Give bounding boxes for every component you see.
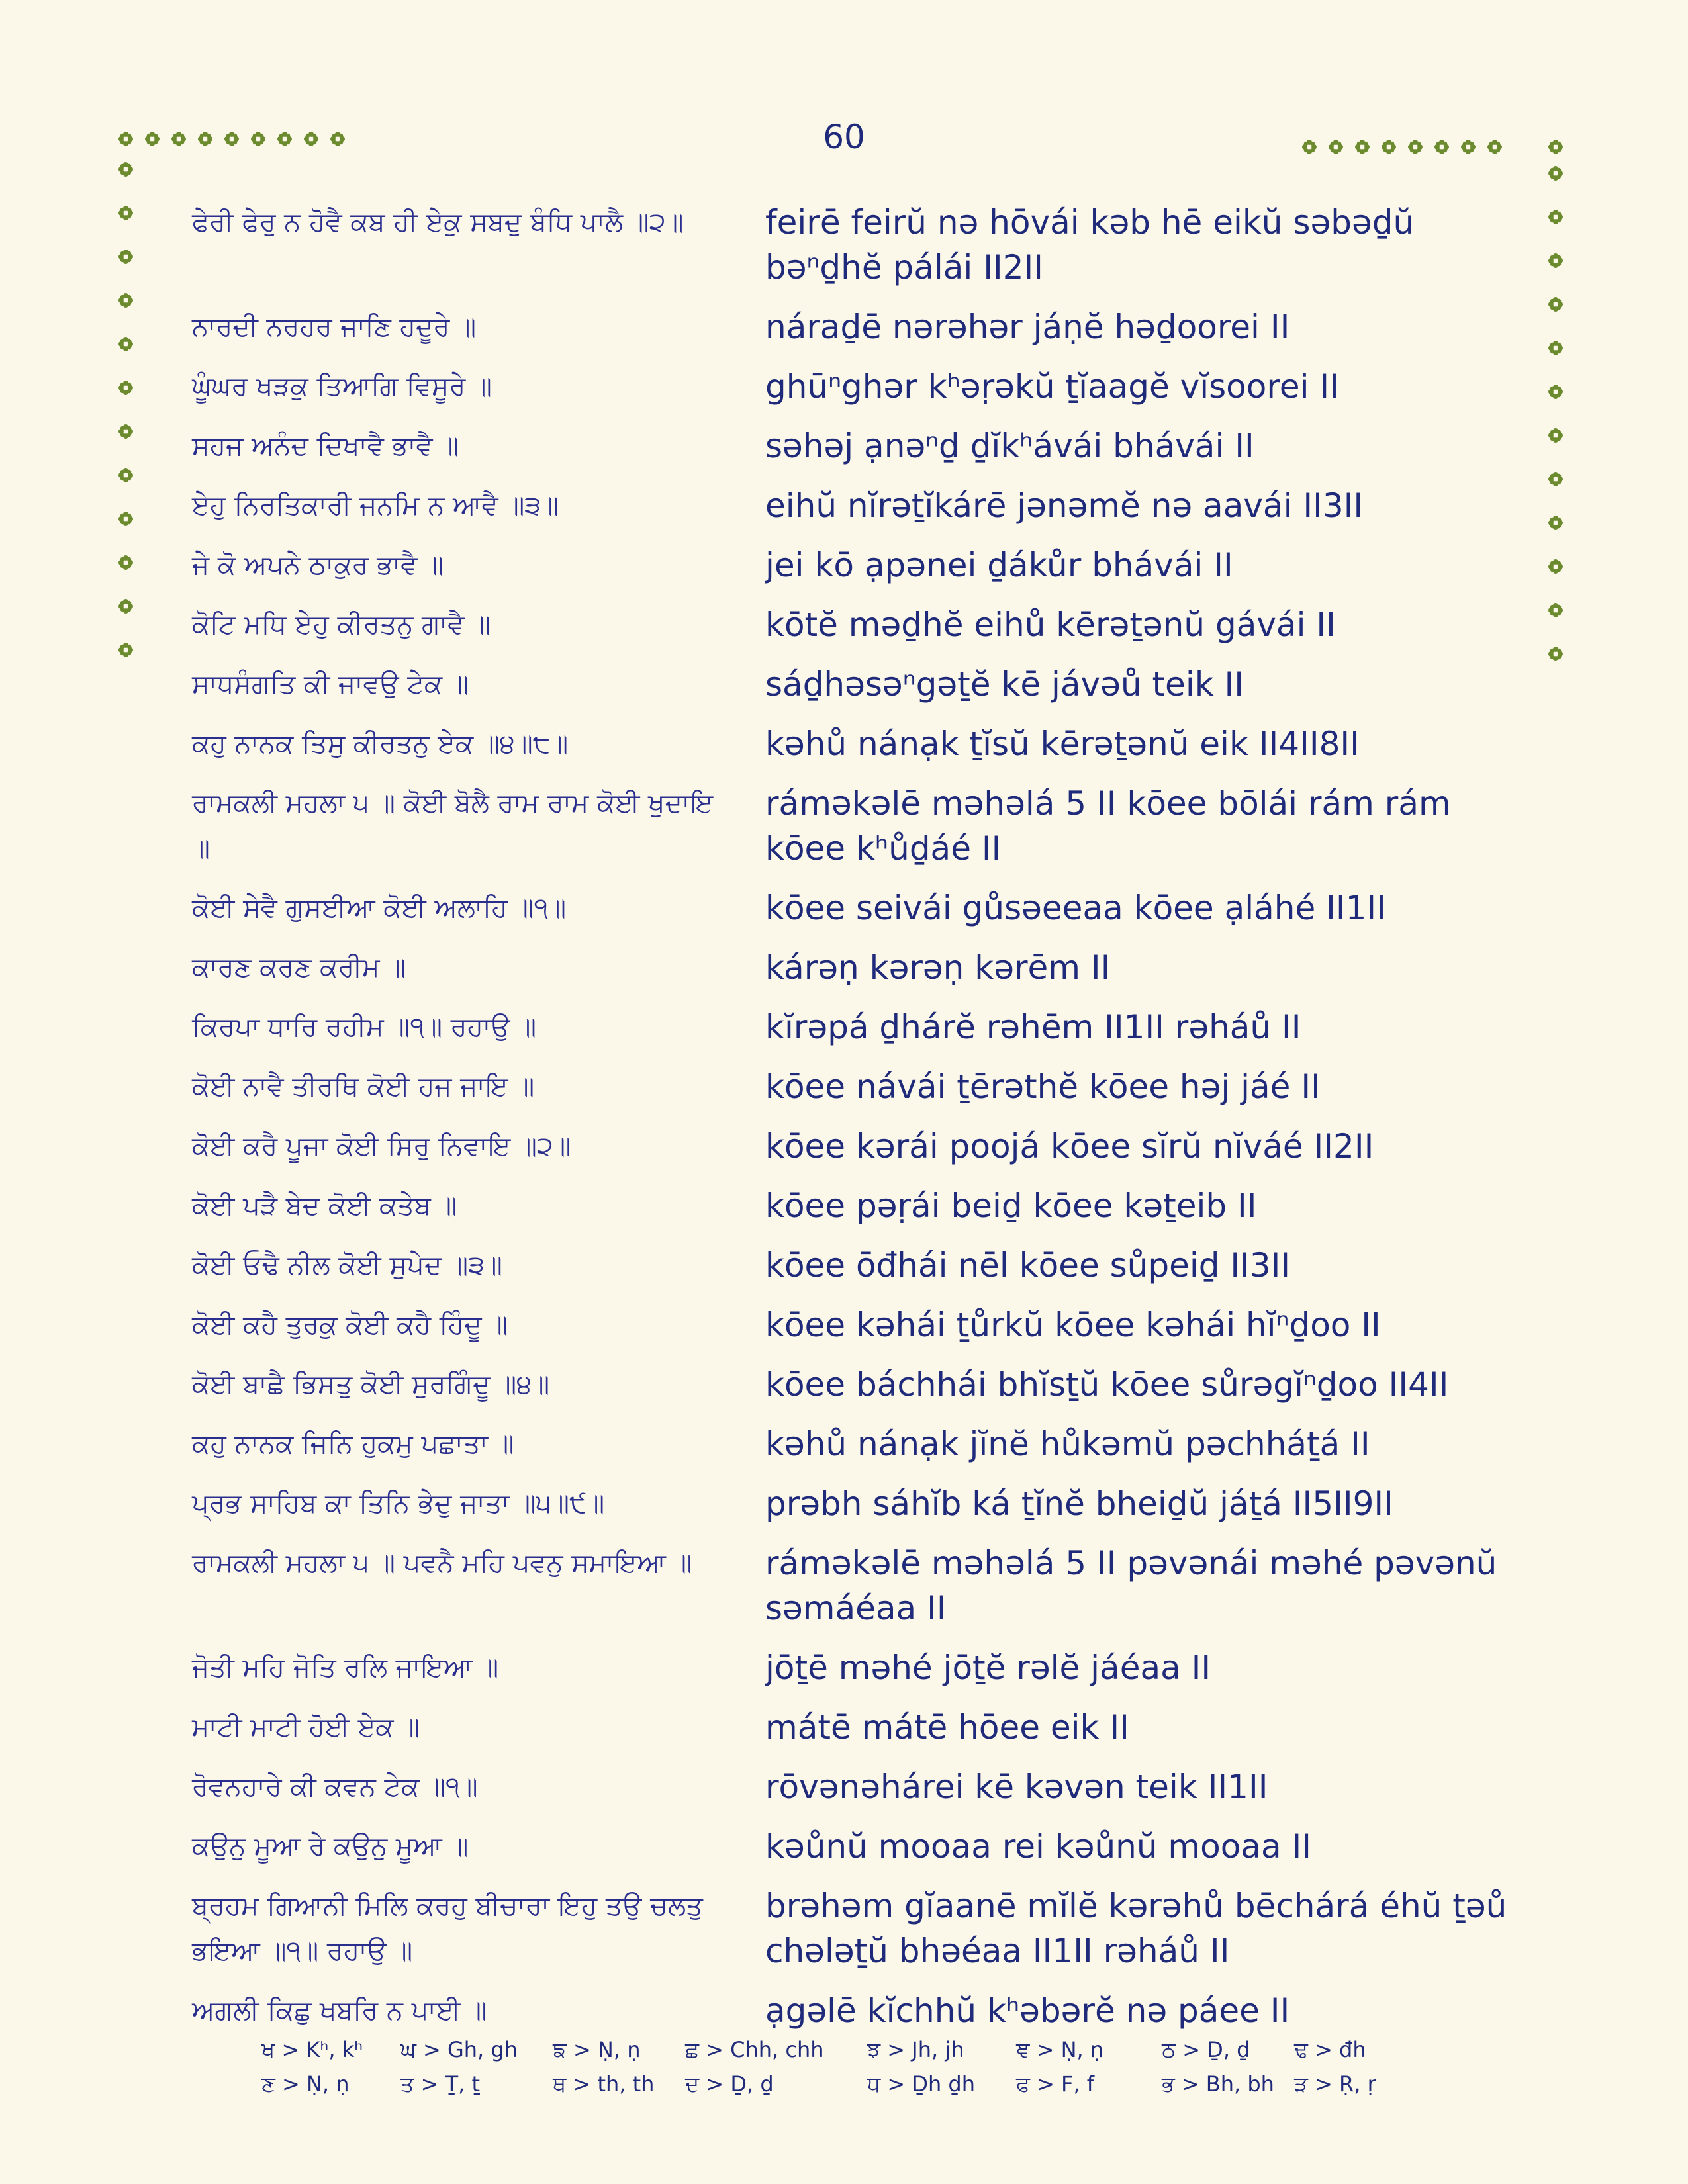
page-number: 60 [823,118,865,156]
gurmukhi-line: ਮਾਟੀ ਮਾਟੀ ਹੋਈ ਏਕ ॥ [192,1712,420,1743]
transliteration-line: ghūⁿghər kʰəṛəkŭ ṯĭaagĕ vĭsoorei II [765,367,1339,406]
verse-row [192,1422,1523,1481]
verse-row [192,1005,1523,1064]
transliteration-line: səhəj ạnəⁿḏ ḏĭkʰávái bhávái II [765,427,1254,465]
flower-ornament-icon [144,131,160,147]
verse-row [192,1645,1523,1705]
transliteration-line: kárəṇ kərəṇ kərēm II [765,948,1111,987]
verse-row [192,1124,1523,1183]
legend-entry: ਖ > Kʰ, kʰ [261,2037,363,2062]
verse-list [192,200,1523,2048]
gurmukhi-line: ਰਾਮਕਲੀ ਮਹਲਾ ੫ ॥ ਪਵਨੈ ਮਹਿ ਪਵਨੁ ਸਮਾਇਆ ॥ [192,1548,692,1578]
transliteration-line: kōee kərái poojá kōee sĭrŭ nĭváé II2II [765,1127,1374,1165]
transliteration-line: rōvənəhárei kē kəvən teik II1II [765,1768,1268,1806]
gurmukhi-line: ਕਹੁ ਨਾਨਕ ਜਿਨਿ ਹੁਕਮੁ ਪਛਾਤਾ ॥ [192,1429,514,1459]
transliteration-line: kōee kəhái ṯůrkŭ kōee kəhái hĭⁿḏoo II [765,1306,1381,1344]
flower-ornament-icon [1548,384,1564,400]
transliteration-line: mátē mátē hōee eik II [765,1708,1129,1747]
gurmukhi-line: ਨਾਰਦੀ ਨਰਹਰ ਜਾਣਿ ਹਦੂਰੇ ॥ [192,312,477,342]
gurmukhi-line: ਜੇ ਕੋ ਅਪਨੇ ਠਾਕੁਰ ਭਾਵੈ ॥ [192,550,444,580]
flower-ornament-icon [250,131,266,147]
transliteration-line: jōṯē məhé jōṯĕ rəlĕ jáéaa II [765,1649,1211,1687]
flower-ornament-icon [1548,253,1564,269]
verse-row [192,424,1523,483]
flower-ornament-icon [118,555,134,570]
transliteration-line: kəůnŭ mooaa rei kəůnŭ mooaa II [765,1827,1311,1866]
flower-ornament-icon [277,131,293,147]
flower-ornament-icon [303,131,319,147]
transliteration-line: prəbh sáhĭb ká ṯĭnĕ bheiḏŭ jáṯá II5II9II [765,1484,1393,1523]
flower-ornament-icon [1548,559,1564,574]
transliteration-line: kōtĕ məḏhĕ eihů kērəṯənŭ gávái II [765,606,1336,644]
gurmukhi-line: ਬ੍ਰਹਮ ਗਿਆਨੀ ਮਿਲਿ ਕਰਹੁ ਬੀਚਾਰਾ ਇਹੁ ਤਉ ਚਲਤੁ ਭਇਆ ॥੧॥ ਰਹਾਉ ॥ [192,1891,712,1966]
flower-ornament-icon [1548,646,1564,662]
flower-ornament-icon [1548,165,1564,181]
verse-row [192,1243,1523,1302]
flower-ornament-icon [118,205,134,221]
flower-ornament-icon [1548,209,1564,225]
verse-row [192,1541,1523,1645]
legend-entry: ਙ > Ṇ, ṇ [553,2037,641,2062]
transliteration-line: ráməkəlē məhəlá 5 II kōee bōlái rám rám kōee kʰůḏáé II [765,784,1462,868]
gurmukhi-line: ਕੋਈ ਓਢੈ ਨੀਲ ਕੋਈ ਸੁਪੇਦ ॥੩॥ [192,1250,502,1281]
gurmukhi-line: ਅਗਲੀ ਕਿਛੁ ਖਬਰਿ ਨ ਪਾਈ ॥ [192,1995,487,2026]
flower-ornament-icon [171,131,187,147]
verse-row [192,200,1523,304]
flower-ornament-icon [1487,139,1503,155]
gurmukhi-line: ਜੋਤੀ ਮਹਿ ਜੋਤਿ ਰਲਿ ਜਾਇਆ ॥ [192,1653,499,1683]
gurmukhi-line: ਕੋਈ ਕਹੈ ਤੁਰਕੁ ਕੋਈ ਕਹੈ ਹਿੰਦੂ ॥ [192,1310,508,1340]
gurmukhi-line: ਕੋਈ ਕਰੈ ਪੂਜਾ ਕੋਈ ਸਿਰੁ ਨਿਵਾਇ ॥੨॥ [192,1131,571,1161]
flower-ornament-icon [330,131,346,147]
legend-entry: ਫ > F, f [1016,2071,1095,2097]
transliteration-line: ráməkəlē məhəlá 5 II pəvənái məhé pəvənŭ səmáéaa II [765,1544,1508,1627]
verse-row [192,1764,1523,1824]
verse-row [192,1481,1523,1541]
flower-ornament-icon [118,467,134,483]
flower-ornament-icon [118,131,134,147]
gurmukhi-line: ਘੂੰਘਰ ਖੜਕੁ ਤਿਆਗਿ ਵਿਸੂਰੇ ॥ [192,371,492,402]
transliteration-line: kōee seivái gůsəeeaa kōee ạláhé II1II [765,889,1386,927]
verse-row [192,886,1523,945]
flower-ornament-icon [118,511,134,527]
verse-row [192,945,1523,1005]
verse-row [192,1362,1523,1422]
gurmukhi-line: ਕੋਟਿ ਮਧਿ ਏਹੁ ਕੀਰਤਨੁ ਗਾਵੈ ॥ [192,610,491,640]
flower-ornament-icon [1548,471,1564,487]
verse-row [192,1302,1523,1362]
flower-ornament-icon [1548,340,1564,356]
transliteration-line: kōee pəṛái beiḏ kōee kəṯeib II [765,1187,1257,1225]
legend-entry: ਘ > Gh, gh [400,2037,518,2062]
transliteration-line: kōee báchhái bhĭsṯŭ kōee sůrəgĭⁿḏoo II4II [765,1365,1449,1404]
flower-ornament-icon [1434,139,1450,155]
flower-ornament-icon [1548,428,1564,443]
gurmukhi-line: ਏਹੁ ਨਿਰਤਿਕਾਰੀ ਜਨਮਿ ਨ ਆਵੈ ॥੩॥ [192,490,559,521]
flower-ornament-icon [118,249,134,265]
verse-row [192,1824,1523,1884]
transliteration-line: brəhəm gĭaanē mĭlĕ kərəhů bēchárá éhŭ ṯəů chələṯŭ bhəéaa II1II rəháů II [765,1887,1518,1970]
verse-row [192,483,1523,543]
gurmukhi-line: ਫੇਰੀ ਫੇਰੁ ਨ ਹੋਵੈ ਕਬ ਹੀ ਏਕੁ ਸਬਦੁ ਬੰਧਿ ਪਾਲੈ ॥੨॥ [192,207,684,238]
transliteration-line: sáḏhəsəⁿgəṯĕ kē jávəů teik II [765,665,1244,704]
gurmukhi-line: ਕਾਰਣ ਕਰਣ ਕਰੀਮ ॥ [192,952,406,983]
verse-row [192,721,1523,781]
flower-ornament-icon [1548,296,1564,312]
flower-ornament-icon [224,131,240,147]
transliteration-line: kəhů nánạk jĭnĕ hůkəmŭ pəchháṯá II [765,1425,1370,1463]
gurmukhi-line: ਸਾਧਸੰਗਤਿ ਕੀ ਜਾਵਉ ਟੇਕ ॥ [192,669,469,700]
flower-ornament-icon [1301,139,1317,155]
legend-entry: ੜ > Ṛ, ṛ [1294,2071,1376,2097]
transliteration-line: ạgəlē kĭchhŭ kʰəbərĕ nə páee II [765,1991,1290,2030]
legend-entry: ਭ > Bh, bh [1162,2071,1274,2097]
flower-ornament-icon [1548,602,1564,618]
verse-row [192,304,1523,364]
legend-entry: ਥ > th, th [553,2071,655,2097]
gurmukhi-line: ਸਹਜ ਅਨੰਦ ਦਿਖਾਵੈ ਭਾਵੈ ॥ [192,431,459,461]
gurmukhi-line: ਕੋਈ ਨਾਵੈ ਤੀਰਥਿ ਕੋਈ ਹਜ ਜਾਇ ॥ [192,1071,535,1102]
flower-ornament-icon [1548,139,1564,155]
legend-entry: ਢ > đh [1294,2037,1366,2062]
flower-ornament-icon [1328,139,1344,155]
transliteration-line: eihŭ nĭrəṯĭkárē jənəmĕ nə aavái II3II [765,486,1364,525]
transliteration-line: kĭrəpá ḏhárĕ rəhēm II1II rəháů II [765,1008,1301,1046]
verse-row [192,364,1523,424]
flower-ornament-icon [118,293,134,308]
legend-entry: ਛ > Chh, chh [685,2037,824,2062]
verse-row [192,1183,1523,1243]
flower-ornament-icon [1354,139,1370,155]
verse-row [192,1705,1523,1764]
flower-ornament-icon [118,424,134,439]
legend-entry: ਦ > Ḏ, ḏ [685,2071,774,2097]
flower-ornament-icon [118,161,134,177]
verse-row [192,662,1523,721]
transliteration-line: kōee návái ṯērəthĕ kōee həj jáé II [765,1068,1321,1106]
flower-ornament-icon [1548,515,1564,531]
verse-row [192,543,1523,602]
gurmukhi-line: ਰੋਵਨਹਾਰੇ ਕੀ ਕਵਨ ਟੇਕ ॥੧॥ [192,1772,478,1802]
legend-entry: ਝ > Jh, jh [867,2037,964,2062]
flower-ornament-icon [197,131,213,147]
gurmukhi-line: ਕੋਈ ਪੜੈ ਬੇਦ ਕੋਈ ਕਤੇਬ ॥ [192,1191,457,1221]
legend-entry: ਣ > Ṇ, ṇ [261,2071,350,2097]
transliteration-line: jei kō ạpənei ḏákůr bhávái II [765,546,1233,584]
flower-ornament-icon [118,642,134,658]
legend-entry: ਞ > Ṇ, ṇ [1016,2037,1104,2062]
gurmukhi-line: ਕਹੁ ਨਾਨਕ ਤਿਸੁ ਕੀਰਤਨੁ ਏਕ ॥੪॥੮॥ [192,729,569,759]
flower-ornament-icon [1381,139,1397,155]
gurmukhi-line: ਕੋਈ ਬਾਛੈ ਭਿਸਤੁ ਕੋਈ ਸੁਰਗਿੰਦੂ ॥੪॥ [192,1369,550,1400]
flower-ornament-icon [1460,139,1476,155]
gurmukhi-line: ਪ੍ਰਭ ਸਾਹਿਬ ਕਾ ਤਿਨਿ ਭੇਦੁ ਜਾਤਾ ॥੫॥੯॥ [192,1488,605,1519]
flower-ornament-icon [118,380,134,396]
transliteration-line: feirē feirŭ nə hōvái kəb hē eikŭ səbəḏŭ bəⁿḏhĕ pálái II2II [765,203,1425,287]
gurmukhi-line: ਕੋਈ ਸੇਵੈ ਗੁਸਈਆ ਕੋਈ ਅਲਾਹਿ ॥੧॥ [192,893,567,923]
legend-entry: ਤ > Ṯ, ṯ [400,2071,481,2097]
verse-row [192,781,1523,886]
verse-row [192,602,1523,662]
gurmukhi-line: ਕਿਰਪਾ ਧਾਰਿ ਰਹੀਮ ॥੧॥ ਰਹਾਉ ॥ [192,1012,537,1042]
gurmukhi-line: ਰਾਮਕਲੀ ਮਹਲਾ ੫ ॥ ਕੋਈ ਬੋਲੈ ਰਾਮ ਰਾਮ ਕੋਈ ਖੁਦਾਇ ॥ [192,788,722,864]
verse-row [192,1884,1523,1988]
flower-ornament-icon [118,336,134,352]
legend-entry: ਧ > Ḏh ḏh [867,2071,976,2097]
transliteration-line: náraḏē nərəhər jáṇĕ həḏoorei II [765,308,1290,346]
transliteration-line: kōee ōđhái nēl kōee sůpeiḏ II3II [765,1246,1291,1285]
gurmukhi-line: ਕਉਨੁ ਮੂਆ ਰੇ ਕਉਨੁ ਮੂਆ ॥ [192,1831,469,1862]
flower-ornament-icon [118,598,134,614]
legend-entry: ਠ > Ḏ, ḏ [1162,2037,1250,2062]
flower-ornament-icon [1407,139,1423,155]
verse-row [192,1064,1523,1124]
transliteration-line: kəhů nánạk ṯĭsŭ kērəṯənŭ eik II4II8II [765,725,1360,763]
